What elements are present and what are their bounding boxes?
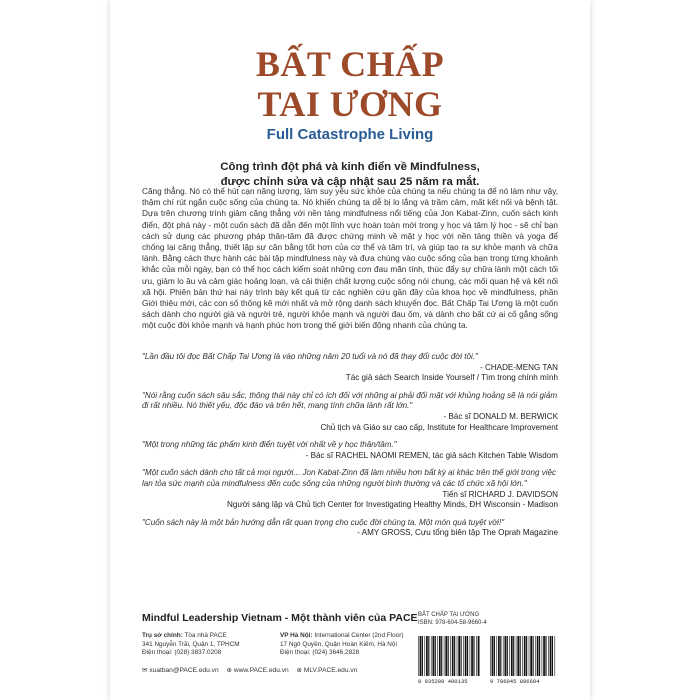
- barcodes: [418, 636, 558, 685]
- barcode-bar: [526, 636, 527, 676]
- barcode-bar: [476, 636, 477, 676]
- barcode-2: [490, 636, 556, 676]
- barcode-bar: [505, 636, 507, 676]
- barcode-bar: [511, 636, 513, 676]
- quote-author: - Bác sĩ DONALD M. BERWICK: [443, 411, 558, 421]
- quote-author: Tiến sĩ RICHARD J. DAVIDSON: [442, 489, 558, 499]
- barcode-bar: [539, 636, 540, 676]
- barcode-bar: [498, 636, 500, 676]
- barcode-bar: [450, 636, 451, 676]
- quote-role: Tác giả sách Search Inside Yourself / Tìm trong chính mình: [345, 373, 558, 383]
- barcode-bar: [457, 636, 458, 676]
- email-link: ✉ xuatban@PACE.edu.vn: [142, 667, 219, 674]
- barcode-bar: [424, 636, 425, 676]
- hcm-address: [142, 632, 272, 658]
- endorsement: [142, 440, 558, 461]
- barcode-bar: [435, 636, 436, 676]
- website-link: ⊕ www.PACE.edu.vn: [226, 667, 289, 674]
- quote-role: - Bác sĩ RACHEL NAOMI REMEN, tác giả sách Kitchen Table Wisdom: [305, 450, 558, 460]
- hn-line-3: Điện thoại: (024) 3646.2828: [280, 649, 360, 657]
- hcm-line-1: Tòa nhà PACE: [184, 632, 227, 639]
- endorsement: [142, 352, 558, 384]
- barcode-bar: [471, 636, 473, 676]
- endorsement: [142, 468, 558, 510]
- barcode-bar: [420, 636, 422, 676]
- barcode-bar: [545, 636, 546, 676]
- quote-text: "Một trong những tác phẩm kinh điển tuyệt vời nhất về y học thân/tâm.": [142, 440, 397, 450]
- barcode-bar: [522, 636, 523, 676]
- hn-address: [280, 632, 410, 658]
- barcode-2-number: 9 786045 896604: [490, 678, 540, 685]
- barcode-bar: [517, 636, 519, 676]
- barcode-bar: [490, 636, 491, 676]
- barcode-bar: [496, 636, 497, 676]
- hn-label: VP Hà Nội:: [280, 632, 313, 639]
- barcode-bar: [470, 636, 471, 676]
- quote-role: Chủ tịch và Giáo sư cao cấp, Institute for Healthcare Improvement: [320, 422, 558, 432]
- barcode-bar: [458, 636, 460, 676]
- barcode-bar: [513, 636, 514, 676]
- mlv-website-link: ⊕ MLV.PACE.edu.vn: [296, 667, 358, 674]
- isbn-title: BẤT CHẤP TAI ƯƠNG: [418, 612, 480, 618]
- barcode-bar: [530, 636, 532, 676]
- title-block: [110, 44, 590, 143]
- hn-line-1: International Center (2nd Floor): [314, 632, 404, 639]
- hn-line-2: 17 Ngô Quyền, Quận Hoàn Kiếm, Hà Nội: [280, 640, 397, 648]
- barcode-bar: [452, 636, 454, 676]
- book-title-line-2: TAI ƯƠNG: [257, 84, 443, 124]
- barcode-bar: [465, 636, 467, 676]
- barcode-bar: [444, 636, 445, 676]
- barcode-bar: [473, 636, 474, 676]
- publisher-footer: [142, 608, 558, 698]
- endorsement: [142, 391, 558, 433]
- barcode-bar: [516, 636, 517, 676]
- barcode-bar: [422, 636, 423, 676]
- quote-text: "Lần đầu tôi đọc Bất Chấp Tai Ương là vào những năm 20 tuổi và nó đã thay đổi cuộc đời tôi.": [142, 352, 478, 361]
- endorsements: [142, 352, 558, 546]
- barcode-bar: [537, 636, 539, 676]
- quote-text: "Cuốn sách này là một bản hướng dẫn rất quan trọng cho cuộc đời chúng ta. Một món quà tuyệt vời!": [142, 517, 505, 527]
- barcode-bar: [461, 636, 462, 676]
- quote-role: Người sáng lập và Chủ tịch Center for Investigating Healthy Minds, ĐH Wisconsin - Madison: [226, 500, 558, 510]
- barcode-bar: [535, 636, 536, 676]
- quote-text: "Nói rằng cuốn sách sâu sắc, thông thái này chỉ có ích đối với những ai phải đối mặt với khủng hoảng sẽ là nói giảm đi rất nhiều. Nó thiết yếu, độc đáo và trên hết, mang tính chữa lành rất lớn.": [142, 390, 558, 411]
- barcode-bar: [494, 636, 495, 676]
- barcode-bar: [437, 636, 438, 676]
- barcode-1: [418, 636, 480, 676]
- barcode-bar: [439, 636, 441, 676]
- barcode-bar: [503, 636, 504, 676]
- tagline-line-1: Công trình đột phá và kinh điển về Mindfulness,: [220, 161, 480, 173]
- quote-author: - CHADE-MENG TAN: [480, 362, 558, 372]
- hcm-label: Trụ sở chính:: [142, 632, 183, 639]
- barcode-bar: [445, 636, 447, 676]
- barcode-bar: [524, 636, 526, 676]
- quote-text: "Một cuốn sách dành cho tất cả mọi người... Jon Kabat-Zinn đã làm nhiều hơn bất kỳ ai khác trên thế giới trong việc lan tỏa sức mạnh của mindfulness đến cuộc sống của những người bình thường và các tổ chức xã hội lớn.": [142, 468, 557, 488]
- barcode-bar: [543, 636, 545, 676]
- barcode-bar: [509, 636, 510, 676]
- barcode-bar: [463, 636, 464, 676]
- barcode-1-number: 8 935280 400135: [418, 678, 468, 685]
- barcode-bar: [454, 636, 455, 676]
- barcode-bar: [426, 636, 428, 676]
- tagline-line-2: được chỉnh sửa và cập nhật sau 25 năm ra mắt.: [220, 176, 480, 188]
- isbn-block: [418, 612, 558, 690]
- barcode-bar: [433, 636, 435, 676]
- barcode-bar: [418, 636, 419, 676]
- barcode-bar: [552, 636, 553, 676]
- hcm-line-2: 341 Nguyễn Trãi, Quận 1, TPHCM: [142, 640, 240, 648]
- barcode-bar: [431, 636, 432, 676]
- barcode-bar: [500, 636, 501, 676]
- barcode-bar: [529, 636, 530, 676]
- barcode-bar: [550, 636, 552, 676]
- barcode-bar: [478, 636, 480, 676]
- barcode-bar: [428, 636, 429, 676]
- publisher-brand: Mindful Leadership Vietnam - Một thành viên của PACE: [142, 612, 418, 624]
- barcode-bar: [492, 636, 494, 676]
- barcode-bar: [467, 636, 468, 676]
- book-title-line-1: BẤT CHẤP: [255, 44, 445, 84]
- barcode-bar: [448, 636, 449, 676]
- endorsement: [142, 518, 558, 539]
- barcode-bar: [520, 636, 521, 676]
- contact-links: [142, 666, 402, 674]
- book-description: Căng thẳng. Nó có thể hút cạn năng lượng, làm suy yếu sức khỏe của chúng ta nếu chúng ta để nó làm như vậy, thậm chí rút ngắn cuộc sống của chúng ta. Nó khiến chúng ta dễ bị lo lắng và trầm cảm, mất kết nối và bệnh tật. Dựa trên chương trình giảm căng thẳng với nền tảng mindfulness nổi tiếng của Jon Kabat-Zinn, cuốn sách kinh điển, đột phá này - một cuốn sách đã dẫn đến một lĩnh vực hoàn toàn mới trong y học và tâm lý học - sẽ chỉ bạn cách sử dụng các phương pháp thân-tâm đã được chứng minh về mặt y học với nền tảng thiền và yoga để chống lại căng thẳng, thiết lập sự cân bằng tốt hơn của cơ thể và tâm trí, và giúp tạo ra sự khỏe mạnh và chữa lành. Bằng cách thực hành các bài tập mindfulness này và đưa chúng vào cuộc sống của bạn trong từng khoảnh khắc của mỗi ngày, bạn có thể học cách kiểm soát những cơn đau mãn tính, thúc đẩy sự chữa lành một cách tối ưu, giảm lo âu và cảm giác hoảng loạn, và cải thiện chất lượng cuộc sống nói chung, các mối quan hệ và kết nối xã hội. Phiên bản thứ hai này trình bày kết quả từ các nghiên cứu gần đây của khoa học về mindfulness, phần Giới thiệu mới, các con số thống kê mới nhất và mở rộng danh sách khuyến đọc. Bất Chấp Tai Ương là một cuốn sách dành cho người già và người trẻ, người khỏe mạnh và người đau ốm, và dành cho bất cứ ai cố gắng sống một cuộc đời khỏe mạnh và hạnh phúc hơn trong thế giới biến động nhanh của chúng ta.: [142, 187, 558, 331]
- book-subtitle: Full Catastrophe Living: [266, 126, 434, 143]
- barcode-bar: [507, 636, 508, 676]
- book-back-cover: [110, 0, 590, 700]
- isbn-code: ISBN: 978-604-58-9660-4: [418, 619, 487, 626]
- barcode-bar: [441, 636, 442, 676]
- barcode-bar: [533, 636, 534, 676]
- barcode-bar: [548, 636, 549, 676]
- quote-role: - AMY GROSS, Cựu tổng biên tập The Oprah Magazine: [357, 528, 558, 538]
- barcode-bar: [542, 636, 543, 676]
- hcm-line-3: Điện thoại: (028) 3837.0208: [142, 649, 222, 657]
- barcode-bar: [555, 636, 556, 676]
